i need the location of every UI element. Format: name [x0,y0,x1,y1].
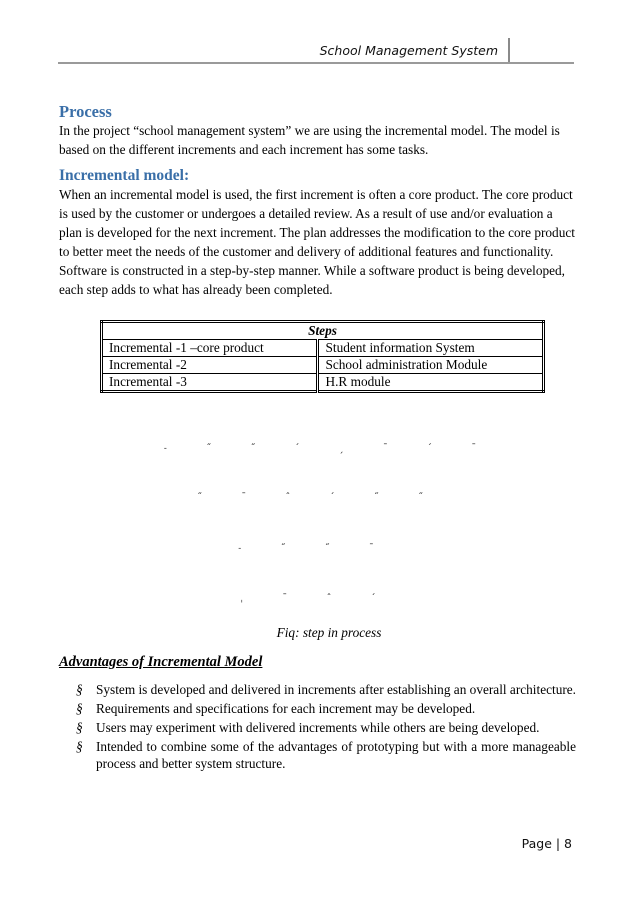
advantages-list [76,681,576,774]
step-cell: Incremental -3 [102,374,318,392]
module-cell: Student information System [318,340,544,357]
table-row [102,357,544,374]
list-item [76,700,576,717]
steps-table [100,320,545,393]
table-header-row [102,322,544,340]
incremental-paragraph: When an incremental model is used, the first increment is often a core product. The core product is used by the customer or undergoes a detailed review. As a result of use and/or evaluation a plan is developed for the next increment. The plan addresses the modification to the core product to better meet the needs of the customer and delivery of additional features and functionality. Software is constructed in a step-by-step manner. While a software product is being developed, each step adds to what has already been completed. [59,187,575,297]
table-row [102,340,544,357]
figure-glyph-row: ˝ ˉ ˆ ˊ ˝ ˝ [197,492,441,503]
bullet-icon: § [76,682,83,697]
page-number: Page | 8 [521,836,572,851]
bullet-icon: § [76,720,83,735]
table-row [102,374,544,392]
advantage-text: System is developed and delivered in increments after establishing an overall architecture. [96,682,576,697]
advantages-heading: Advantages of Incremental Model [59,654,263,670]
bullet-icon: § [76,739,83,754]
process-paragraph: In the project “school management system” we are using the incremental model. The model is based on the different increments and each increment has some tasks. [59,123,560,157]
list-item [76,681,576,698]
incremental-heading: Incremental model: [59,167,190,184]
figure-glyph-row: ˗ ˝ ˝ ˉ [238,543,392,554]
step-cell: Incremental -1 –core product [102,340,318,357]
list-item [76,719,576,736]
advantage-text: Intended to combine some of the advantages of prototyping but with a more manageable process and better system structure. [96,739,576,771]
figure-glyph-row: ˗ ˝ ˝ ˊ ˏ ˉ ˊ ˉ [163,443,495,454]
step-cell: Incremental -2 [102,357,318,374]
figure-caption: Fiq: step in process [276,625,382,640]
process-heading: Process [59,102,112,121]
figure-glyph-row: ˌ ˉ ˆ ˊ [240,593,394,604]
module-cell: School administration Module [318,357,544,374]
header-divider [508,38,510,62]
header-title: School Management System [319,43,498,58]
list-item [76,738,576,772]
steps-header: Steps [102,322,544,340]
advantage-text: Users may experiment with delivered increments while others are being developed. [96,720,540,735]
bullet-icon: § [76,701,83,716]
page-header [58,38,574,64]
header-rule [58,62,574,64]
advantage-text: Requirements and specifications for each increment may be developed. [96,701,476,716]
module-cell: H.R module [318,374,544,392]
